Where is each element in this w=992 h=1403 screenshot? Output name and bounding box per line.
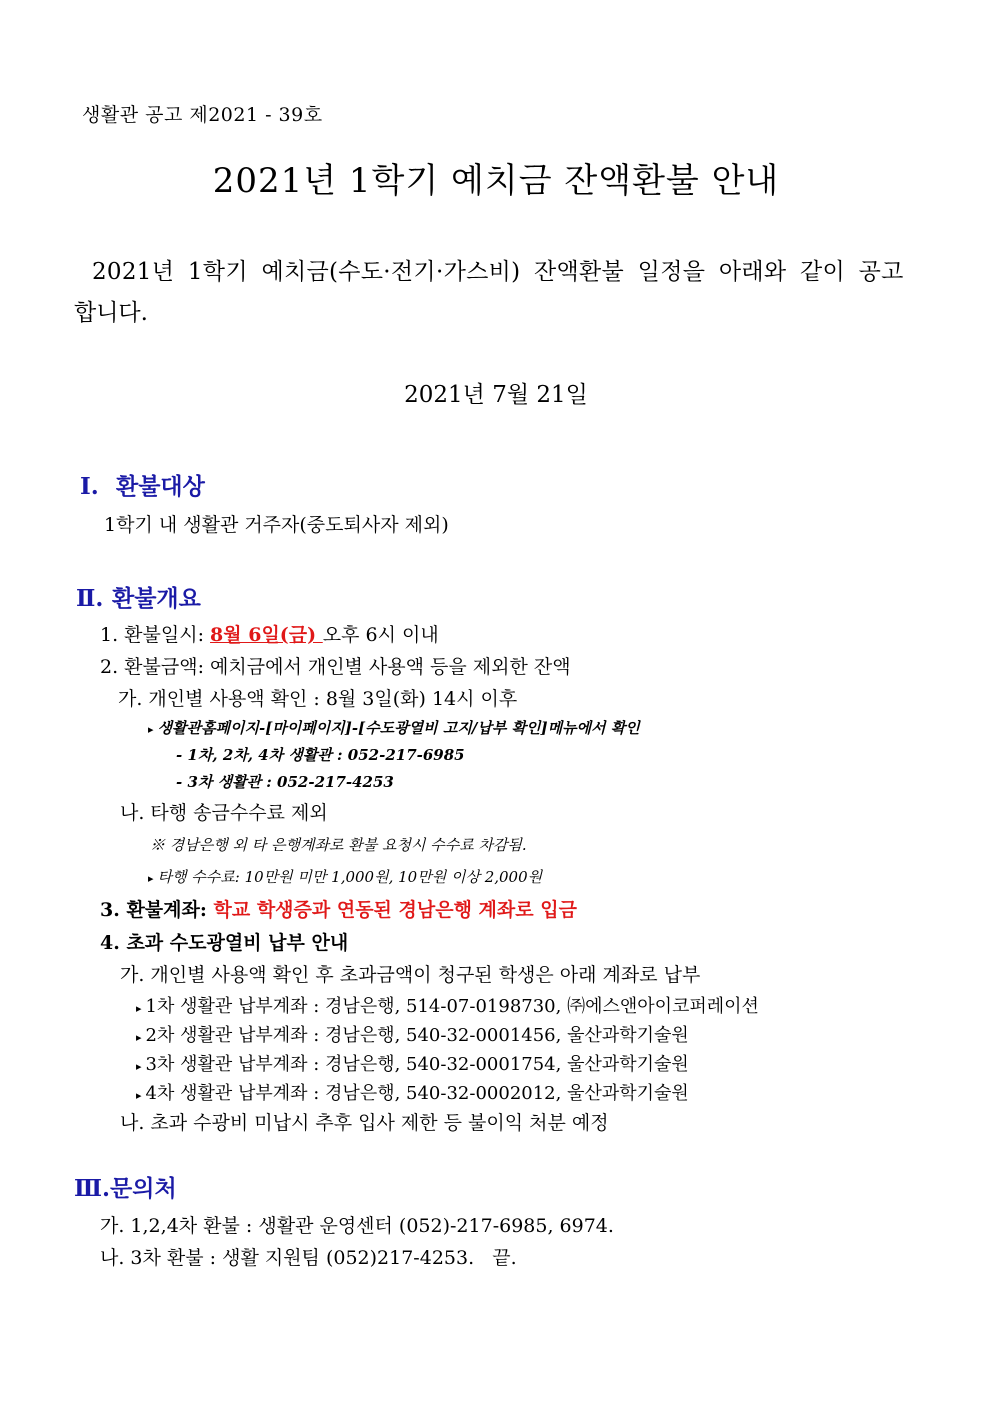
section-2-heading bbox=[76, 580, 201, 613]
triangle-right-icon: ▸ bbox=[136, 1060, 142, 1073]
section-1-title: 환불대상 bbox=[116, 473, 205, 500]
section-3-number: Ⅲ. bbox=[74, 1175, 111, 1202]
contact-line-2: 나. 3차 환불 : 생활 지원팀 (052)217-4253. 끝. bbox=[100, 1247, 517, 1269]
dorm-124-phone-note: - 1차, 2차, 4차 생활관 : 052-217-6985 bbox=[176, 746, 465, 764]
intro-line-1: 2021년 1학기 예치금(수도·전기·가스비) 잔액환불 일정을 아래와 같이 공고 bbox=[92, 259, 904, 285]
triangle-right-icon: ▸ bbox=[136, 1031, 142, 1044]
page-title: 2021년 1학기 예치금 잔액환불 안내 bbox=[212, 161, 780, 201]
refund-date-label: 1. 환불일시: bbox=[100, 624, 211, 646]
homepage-check-note bbox=[148, 717, 640, 738]
refund-amount-item: 2. 환불금액: 예치금에서 개인별 사용액 등을 제외한 잔액 bbox=[100, 656, 571, 678]
section-1-heading bbox=[80, 468, 205, 501]
triangle-right-icon: ▸ bbox=[136, 1002, 142, 1015]
transfer-fee-note-2 bbox=[148, 866, 542, 887]
transfer-fee-note-1: ※ 경남은행 외 타 은행계좌로 환불 요청시 수수료 차감됨. bbox=[150, 836, 527, 854]
refund-account-label: 3. 환불계좌: bbox=[100, 899, 214, 921]
excess-payment-item: 4. 초과 수도광열비 납부 안내 bbox=[100, 932, 349, 954]
dorm-3-phone-note: - 3차 생활관 : 052-217-4253 bbox=[176, 773, 394, 791]
refund-date-item bbox=[100, 620, 439, 647]
section-3-title: 문의처 bbox=[110, 1175, 177, 1202]
refund-date-rest: 오후 6시 이내 bbox=[322, 624, 439, 646]
account-row bbox=[136, 1079, 689, 1105]
refund-date-highlight: 8월 6일(금) bbox=[210, 624, 323, 646]
triangle-right-icon: ▸ bbox=[148, 872, 154, 885]
section-1-number: Ⅰ. bbox=[80, 473, 99, 500]
excess-payment-na: 나. 초과 수광비 미납시 추후 입사 제한 등 불이익 처분 예정 bbox=[120, 1112, 609, 1134]
notice-number: 생활관 공고 제2021 - 39호 bbox=[82, 104, 323, 126]
refund-account-item bbox=[100, 895, 577, 922]
section-1-body: 1학기 내 생활관 거주자(중도퇴사자 제외) bbox=[104, 514, 449, 536]
homepage-check-text: 생활관홈페이지-[마이페이지]-[수도광열비 고지/납부 확인]메뉴에서 확인 bbox=[157, 719, 640, 737]
account-text: 4차 생활관 납부계좌 : 경남은행, 540-32-0002012, 울산과학기술원 bbox=[145, 1083, 689, 1104]
transfer-fee-item: 나. 타행 송금수수료 제외 bbox=[120, 802, 328, 824]
excess-payment-ga: 가. 개인별 사용액 확인 후 초과금액이 청구된 학생은 아래 계좌로 납부 bbox=[120, 964, 701, 986]
transfer-fee-text: 타행 수수료: 10만원 미만 1,000원, 10만원 이상 2,000원 bbox=[157, 868, 543, 886]
account-text: 3차 생활관 납부계좌 : 경남은행, 540-32-0001754, 울산과학기술원 bbox=[145, 1054, 689, 1075]
section-2-number: Ⅱ. bbox=[76, 585, 104, 612]
intro-line-2: 합니다. bbox=[74, 300, 148, 326]
triangle-right-icon: ▸ bbox=[148, 723, 154, 736]
account-text: 2차 생활관 납부계좌 : 경남은행, 540-32-0001456, 울산과학기술원 bbox=[145, 1025, 689, 1046]
account-row bbox=[136, 1050, 689, 1076]
account-row bbox=[136, 992, 759, 1018]
account-row bbox=[136, 1021, 689, 1047]
notice-date: 2021년 7월 21일 bbox=[404, 382, 588, 408]
triangle-right-icon: ▸ bbox=[136, 1089, 142, 1102]
section-2-title: 환불개요 bbox=[112, 585, 201, 612]
refund-account-highlight: 학교 학생증과 연동된 경남은행 계좌로 입금 bbox=[213, 899, 577, 921]
contact-line-1: 가. 1,2,4차 환불 : 생활관 운영센터 (052)-217-6985, 6974. bbox=[100, 1215, 614, 1237]
section-3-heading bbox=[74, 1170, 177, 1203]
usage-check-item: 가. 개인별 사용액 확인 : 8월 3일(화) 14시 이후 bbox=[118, 688, 518, 710]
account-text: 1차 생활관 납부계좌 : 경남은행, 514-07-0198730, ㈜에스앤아이코퍼레이션 bbox=[145, 996, 759, 1017]
